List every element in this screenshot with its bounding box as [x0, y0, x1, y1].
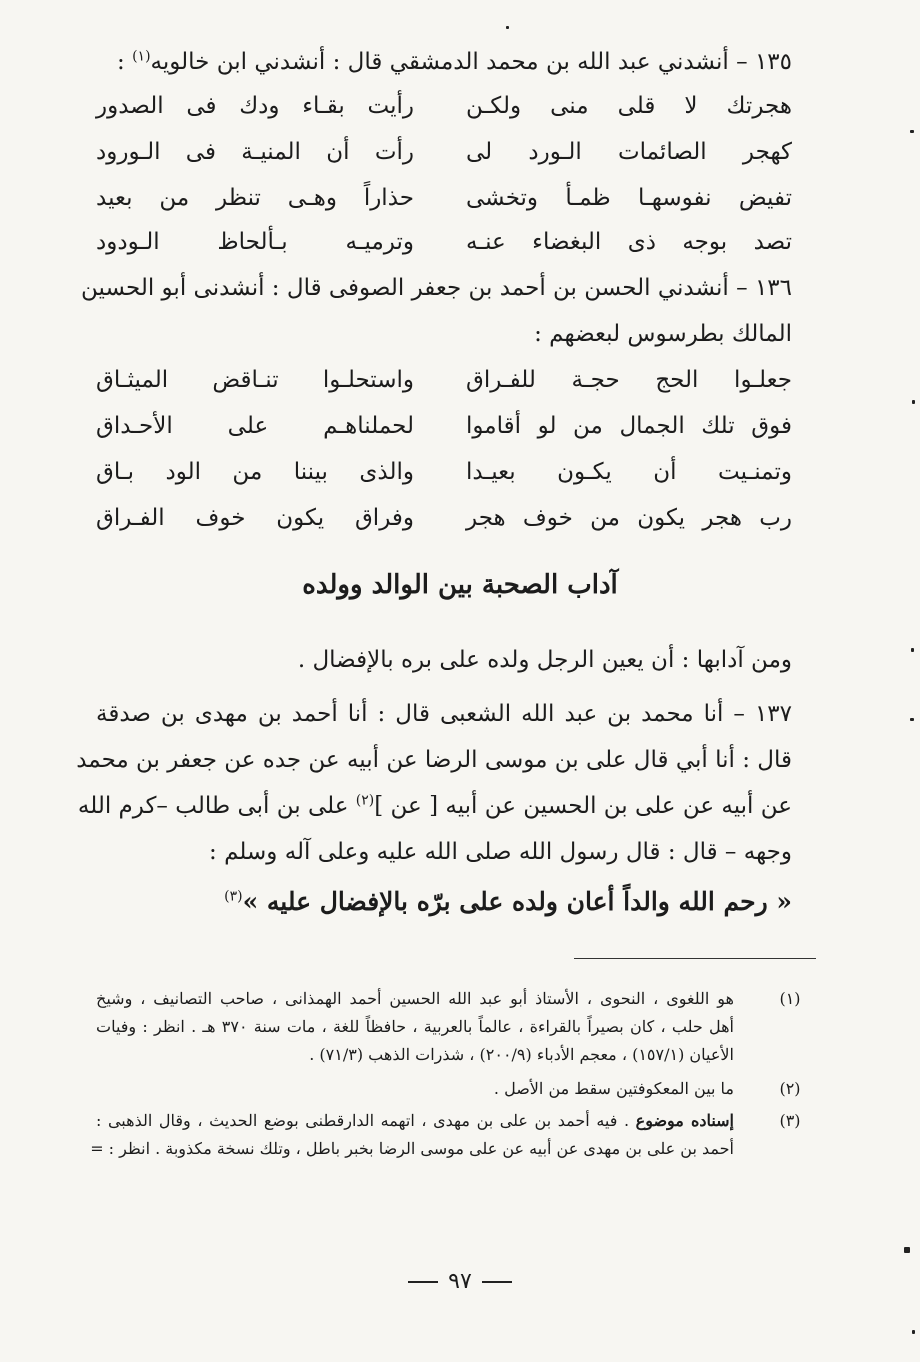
poem-1-verse-1-first-hemistich: هجرتك لا قلى منى ولكـن: [466, 93, 792, 119]
paragraph-137-line-1: ١٣٧ – أنا محمد بن عبد الله الشعبى قال : أنا أحمد بن مهدى بن صدقة: [96, 701, 792, 727]
scan-mark: [506, 26, 509, 29]
poem-2-verse-3-first-hemistich: وتمنـيت أن يكـون بعيـدا: [466, 459, 792, 485]
scan-mark: [904, 1247, 910, 1253]
paragraph-136-line-1: ١٣٦ – أنشدني الحسن بن أحمد بن جعفر الصوفى قال : أنشدنى أبو الحسين: [81, 275, 792, 301]
intro-line: ومن آدابها : أن يعين الرجل ولده على بره بالإفضال .: [297, 647, 792, 673]
footnote-ref-1: (١): [132, 48, 151, 65]
paragraph-135-line-1: ١٣٥ – أنشدني عبد الله بن محمد الدمشقي قال : أنشدني ابن خالويه$^{(١)}$ :: [117, 48, 792, 75]
page-number: ٩٧: [0, 1262, 920, 1302]
footnote-1-line-3: الأعيان (١٥٧/١) ، معجم الأدباء (٢٠٠/٩) ، شذرات الذهب (٧١/٣) .: [309, 1045, 734, 1064]
footnote-3-number: (٣): [779, 1111, 801, 1130]
poem-2-verse-1-first-hemistich: جعلـوا الحج حجـة للفـراق: [466, 367, 792, 393]
footnote-2-line-1: ما بين المعكوفتين سقط من الأصل .: [493, 1079, 734, 1098]
footnote-divider: [574, 958, 816, 959]
footnote-ref-2: (٢): [355, 792, 375, 809]
paragraph-137-line-4: وجهه – قال : قال رسول الله صلى الله عليه وعلى آله وسلم :: [209, 839, 792, 865]
poem-1-verse-3-first-hemistich: تفيض نفوسهـا ظمـأ وتخشى: [466, 185, 792, 211]
poem-1-verse-3-second-hemistich: حذاراً وهـى تنظر من بعيد: [96, 185, 414, 211]
poem-2-verse-2-first-hemistich: فوق تلك الجمال من لو أقاموا: [466, 413, 792, 439]
footnote-1-line-2: أهل حلب ، كان بصيراً بالقراءة ، عالماً بالعربية ، حافظاً للغة ، مات سنة ٣٧٠ هـ . انظر : وفيات: [96, 1017, 734, 1036]
footnote-ref-3: (٣): [224, 888, 243, 905]
poem-1-verse-2-second-hemistich: رأت أن المنيـة فى الـورود: [96, 139, 414, 165]
scan-mark: [912, 1330, 915, 1334]
poem-1-verse-1-second-hemistich: رأيت بقـاء ودك فى الصدور: [96, 93, 414, 119]
section-heading: آداب الصحبة بين الوالد وولده: [302, 570, 618, 600]
poem-2-verse-4-second-hemistich: وفراق يكون خوف الفـراق: [96, 505, 414, 531]
footnote-3-line-1: إسناده موضوع . فيه أحمد بن على بن مهدى ، اتهمه الدارقطنى بوضع الحديث ، وقال الذهبى :: [96, 1111, 735, 1130]
poem-2-verse-1-second-hemistich: واستحلـوا تنـاقض الميثـاق: [96, 367, 414, 393]
poem-1-verse-4-first-hemistich: تصد بوجه ذى البغضاء عنـه: [466, 229, 792, 255]
footnote-3-line-2: أحمد بن على بن مهدى عن أبيه عن على موسى الرضا بخبر باطل ، وتلك نسخة مكذوبة . انظر : =: [90, 1139, 734, 1158]
poem-1-verse-2-first-hemistich: كهجر الصائمات الـورد لى: [466, 139, 792, 165]
scan-mark: [911, 648, 914, 652]
poem-1-verse-4-second-hemistich: وترميـه بـألحاظ الـودود: [96, 229, 414, 255]
poem-2-verse-3-second-hemistich: والذى بيننا من الود بـاق: [96, 459, 414, 485]
scan-mark: [912, 400, 915, 404]
footnote-1-line-1: هو اللغوى ، النحوى ، الأستاذ أبو عبد الله الحسين أحمد الهمذانى ، صاحب التصانيف ، وشيخ: [96, 989, 734, 1008]
paragraph-137-line-3: عن أبيه عن على بن الحسين عن أبيه [ عن ]$^{(٢)}$ على بن أبى طالب –كرم الله: [77, 792, 792, 819]
paragraph-137-line-2: قال : أنا أبي قال على بن موسى الرضا عن أبيه عن جده عن جعفر بن محمد: [76, 747, 792, 773]
hadith-quote: « رحم الله والداً أعان ولده على برّه بالإفضال عليه »$^{(٣)}$: [224, 887, 792, 916]
poem-2-verse-4-first-hemistich: رب هجر يكون من خوف هجر: [466, 505, 792, 531]
footnote-3-bold-lead: إسناده موضوع: [635, 1111, 735, 1130]
paragraph-136-line-2: المالك بطرسوس لبعضهم :: [534, 321, 792, 347]
footnote-2-number: (٢): [779, 1079, 801, 1098]
poem-2-verse-2-second-hemistich: لحملناهـم على الأحـداق: [96, 413, 414, 439]
scan-mark: [910, 130, 914, 133]
footnote-1-number: (١): [779, 989, 801, 1008]
scan-mark: [910, 718, 914, 721]
